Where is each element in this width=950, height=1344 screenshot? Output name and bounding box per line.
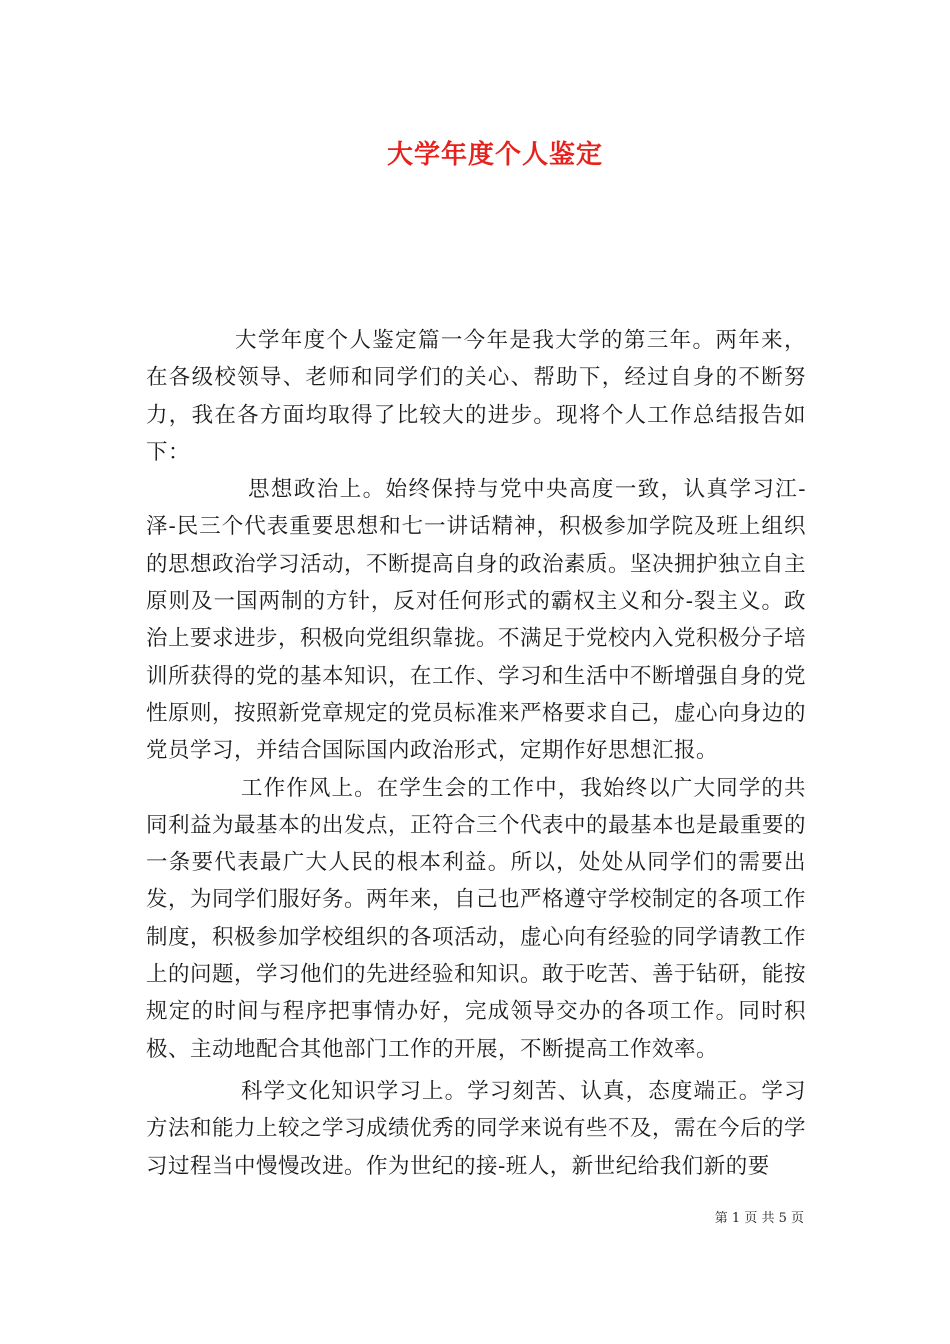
paragraph-study: 科学文化知识学习上。学习刻苦、认真，态度端正。学习方法和能力上较之学习成绩优秀的同学来说有些不及，需在今后的学习过程当中慢慢改进。作为世纪的接-班人，新世纪给我们新的要	[146, 1078, 807, 1179]
document-body	[146, 322, 806, 1185]
paragraph-political: 思想政治上。始终保持与党中央高度一致，认真学习江-泽-民三个代表重要思想和七一讲话精神，积极参加学院及班上组织的思想政治学习活动，不断提高自身的政治素质。坚决拥护独立自主原则及一国两制的方针，反对任何形式的霸权主义和分-裂主义。政治上要求进步，积极向党组织靠拢。不满足于党校内入党积极分子培训所获得的党的基本知识，在工作、学习和生活中不断增强自身的党性原则，按照新党章规定的党员标准来严格要求自己，虚心向身边的党员学习，并结合国际国内政治形式，定期作好思想汇报。	[146, 477, 807, 764]
document-title: 大学年度个人鉴定	[386, 140, 603, 170]
paragraph-work-style: 工作作风上。在学生会的工作中，我始终以广大同学的共同利益为最基本的出发点，正符合三个代表中的最基本也是最重要的一条要代表最广大人民的根本利益。所以，处处从同学们的需要出发，为同学们服好务。两年来，自己也严格遵守学校制定的各项工作制度，积极参加学校组织的各项活动，虚心向有经验的同学请教工作上的问题，学习他们的先进经验和知识。敢于吃苦、善于钻研，能按规定的时间与程序把事情办好，完成领导交办的各项工作。同时积极、主动地配合其他部门工作的开展，不断提高工作效率。	[146, 775, 807, 1062]
paragraph-intro: 大学年度个人鉴定篇一今年是我大学的第三年。两年来，在各级校领导、老师和同学们的关心、帮助下，经过自身的不断努力，我在各方面均取得了比较大的进步。现将个人工作总结报告如下：	[146, 328, 806, 465]
page-number-footer: 第 1 页 共 5 页	[714, 1211, 804, 1226]
